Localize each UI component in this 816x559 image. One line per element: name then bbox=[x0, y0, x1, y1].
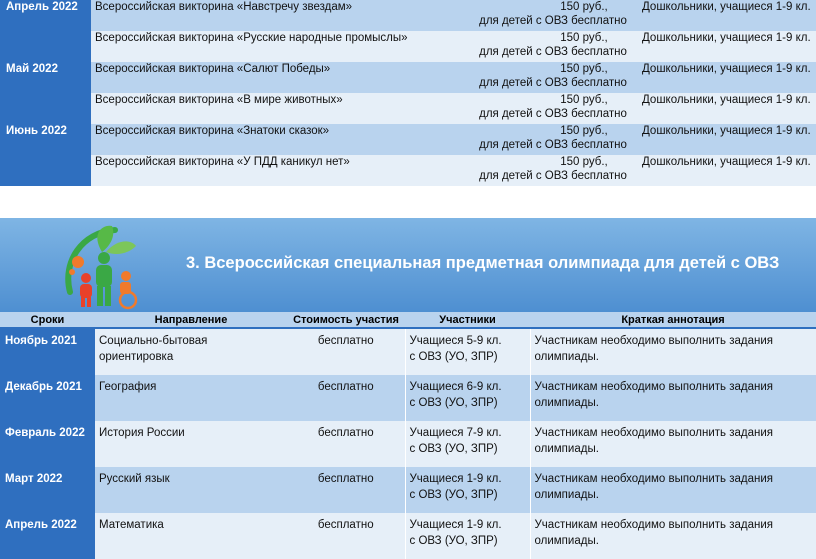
direction-cell: Русский язык bbox=[95, 467, 287, 513]
annotation-cell: Участникам необходимо выполнить задания олимпиады. bbox=[530, 421, 816, 467]
direction-cell: География bbox=[95, 375, 287, 421]
quiz-name: Всероссийская викторина «Знатоки сказок» bbox=[91, 124, 468, 155]
price-cell: 150 руб., для детей с ОВЗ бесплатно bbox=[468, 62, 638, 93]
date-cell: Декабрь 2021 bbox=[0, 375, 95, 421]
month-cell: Июнь 2022 bbox=[0, 124, 91, 155]
participants-cell: Учащиеся 5-9 кл. с ОВЗ (УО, ЗПР) bbox=[405, 328, 530, 375]
participants-cell: Учащиеся 6-9 кл. с ОВЗ (УО, ЗПР) bbox=[405, 375, 530, 421]
direction-cell: Социально-бытовая ориентировка bbox=[95, 328, 287, 375]
participants-cell: Учащиеся 7-9 кл. с ОВЗ (УО, ЗПР) bbox=[405, 421, 530, 467]
quiz-table bbox=[0, 0, 816, 186]
section-title: 3. Всероссийская специальная предметная олимпиада для детей с ОВЗ bbox=[186, 254, 780, 272]
date-cell: Март 2022 bbox=[0, 467, 95, 513]
quiz-name: Всероссийская викторина «В мире животных» bbox=[91, 93, 468, 124]
date-cell: Февраль 2022 bbox=[0, 421, 95, 467]
section-header bbox=[0, 218, 816, 312]
price-cell: 150 руб., для детей с ОВЗ бесплатно bbox=[468, 31, 638, 62]
price-cell: 150 руб., для детей с ОВЗ бесплатно bbox=[468, 124, 638, 155]
price-cell: 150 руб., для детей с ОВЗ бесплатно bbox=[468, 0, 638, 31]
month-cell bbox=[0, 31, 91, 62]
table-row bbox=[0, 375, 816, 421]
participants-cell: Дошкольники, учащиеся 1-9 кл. bbox=[638, 93, 816, 124]
month-cell bbox=[0, 155, 91, 186]
table-row bbox=[0, 155, 816, 186]
cost-cell: бесплатно bbox=[287, 375, 405, 421]
participants-cell: Дошкольники, учащиеся 1-9 кл. bbox=[638, 155, 816, 186]
cost-cell: бесплатно bbox=[287, 328, 405, 375]
month-cell: Май 2022 bbox=[0, 62, 91, 93]
quiz-name: Всероссийская викторина «Салют Победы» bbox=[91, 62, 468, 93]
participants-cell: Учащиеся 1-9 кл. с ОВЗ (УО, ЗПР) bbox=[405, 513, 530, 559]
participants-cell: Дошкольники, учащиеся 1-9 кл. bbox=[638, 124, 816, 155]
table-row bbox=[0, 62, 816, 93]
annotation-cell: Участникам необходимо выполнить задания олимпиады. bbox=[530, 328, 816, 375]
date-cell: Ноябрь 2021 bbox=[0, 328, 95, 375]
month-cell bbox=[0, 93, 91, 124]
participants-cell: Дошкольники, учащиеся 1-9 кл. bbox=[638, 0, 816, 31]
table-header-row bbox=[0, 312, 816, 328]
price-cell: 150 руб., для детей с ОВЗ бесплатно bbox=[468, 93, 638, 124]
table-row bbox=[0, 467, 816, 513]
column-header: Участники bbox=[405, 312, 530, 328]
table-row bbox=[0, 31, 816, 62]
cost-cell: бесплатно bbox=[287, 421, 405, 467]
month-cell: Апрель 2022 bbox=[0, 0, 91, 31]
column-header: Стоимость участия bbox=[287, 312, 405, 328]
participants-cell: Учащиеся 1-9 кл. с ОВЗ (УО, ЗПР) bbox=[405, 467, 530, 513]
column-header: Краткая аннотация bbox=[530, 312, 816, 328]
family-icon bbox=[60, 222, 146, 310]
table-row bbox=[0, 93, 816, 124]
direction-cell: История России bbox=[95, 421, 287, 467]
table-row bbox=[0, 513, 816, 559]
column-header: Направление bbox=[95, 312, 287, 328]
participants-cell: Дошкольники, учащиеся 1-9 кл. bbox=[638, 62, 816, 93]
direction-cell: Математика bbox=[95, 513, 287, 559]
table-row bbox=[0, 124, 816, 155]
annotation-cell: Участникам необходимо выполнить задания олимпиады. bbox=[530, 375, 816, 421]
annotation-cell: Участникам необходимо выполнить задания олимпиады. bbox=[530, 467, 816, 513]
date-cell: Апрель 2022 bbox=[0, 513, 95, 559]
annotation-cell: Участникам необходимо выполнить задания олимпиады. bbox=[530, 513, 816, 559]
table-row bbox=[0, 0, 816, 31]
cost-cell: бесплатно bbox=[287, 513, 405, 559]
quiz-name: Всероссийская викторина «Навстречу звездам» bbox=[91, 0, 468, 31]
price-cell: 150 руб., для детей с ОВЗ бесплатно bbox=[468, 155, 638, 186]
column-header: Сроки bbox=[0, 312, 95, 328]
participants-cell: Дошкольники, учащиеся 1-9 кл. bbox=[638, 31, 816, 62]
quiz-name: Всероссийская викторина «Русские народные промыслы» bbox=[91, 31, 468, 62]
quiz-name: Всероссийская викторина «У ПДД каникул нет» bbox=[91, 155, 468, 186]
olympiad-table bbox=[0, 312, 816, 559]
cost-cell: бесплатно bbox=[287, 467, 405, 513]
table-row bbox=[0, 421, 816, 467]
table-row bbox=[0, 328, 816, 375]
